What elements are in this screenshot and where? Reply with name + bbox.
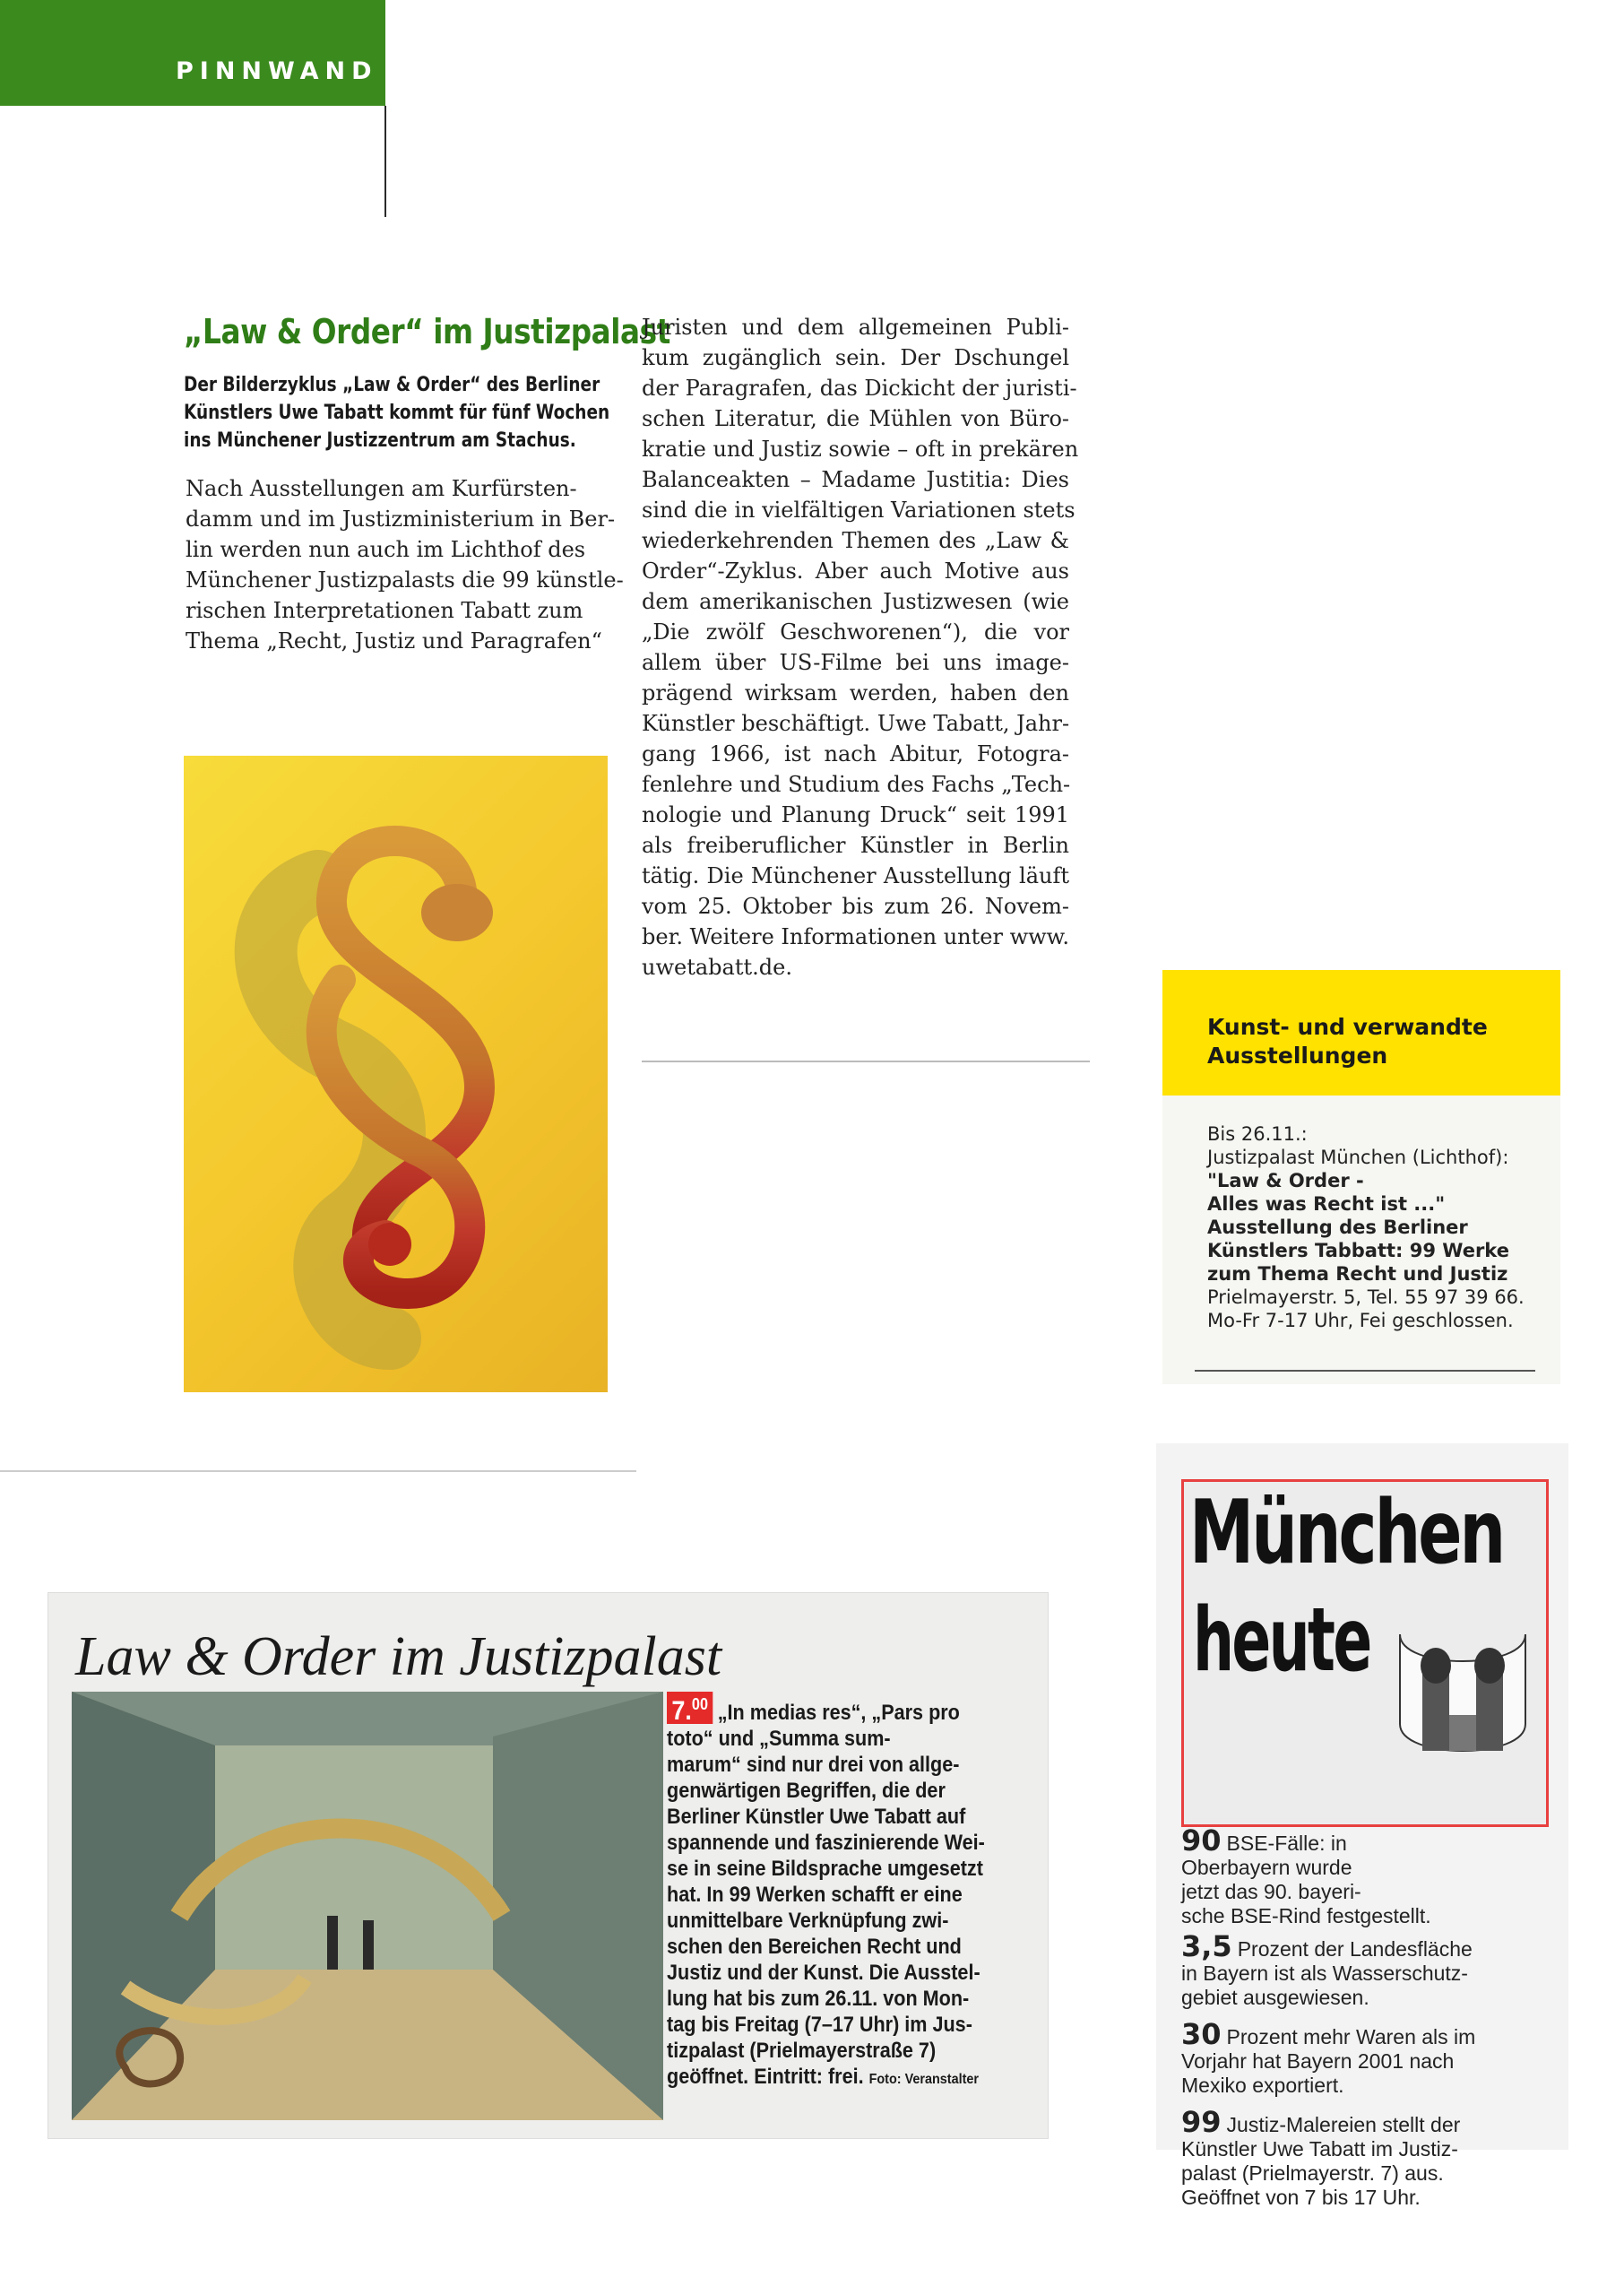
time-badge-hour: 7.: [671, 1696, 692, 1726]
news-item-text: Prozent der Landesfläche: [1237, 1937, 1473, 1961]
section-tab: [0, 0, 385, 106]
article-title: „Law & Order“ im Justizpalast: [184, 312, 670, 351]
body-line: kum zugänglich sein. Der Dschungel: [642, 345, 1069, 370]
news-item-line: [1181, 1929, 1473, 1963]
body-line: lin werden nun auch im Lichthof des: [186, 537, 586, 562]
clipping-last-line: geöffnet. Eintritt: frei.: [667, 2065, 864, 2089]
clipping-first-line: „In medias res“, „Pars pro: [717, 1701, 960, 1725]
clipping-line: [667, 1692, 998, 1726]
body-line: wiederkehrenden Themen des „Law &: [642, 528, 1069, 553]
masthead-title: München: [1189, 1482, 1504, 1584]
listing-line: Mo-Fr 7-17 Uhr, Fei geschlossen.: [1207, 1310, 1514, 1331]
section-divider: [0, 1470, 636, 1472]
paragraph-sign-artwork: [184, 756, 608, 1392]
news-item-number: 3,5: [1181, 1929, 1232, 1963]
listing-line: Prielmayerstr. 5, Tel. 55 97 39 66.: [1207, 1286, 1525, 1308]
news-item: [1181, 1929, 1473, 2010]
clipping-line: hat. In 99 Werken schafft er eine: [667, 1883, 963, 1907]
news-item-line: Oberbayern wurde: [1181, 1856, 1352, 1879]
photo-credit: Foto: Veranstalter: [868, 2072, 980, 2087]
frauenkirche-icon: [1395, 1616, 1530, 1769]
lead-line: Künstlers Uwe Tabatt kommt für fünf Wochen: [184, 402, 610, 424]
listing-line: "Law & Order -: [1207, 1170, 1364, 1191]
news-item-text: Justiz-Malereien stellt der: [1226, 2113, 1461, 2136]
time-badge-minutes: 00: [691, 1695, 708, 1713]
body-line: damm und im Justizministerium in Ber-: [186, 507, 616, 532]
exhibition-listing-clipping: [1162, 970, 1560, 1384]
news-item-number: 99: [1181, 2105, 1222, 2139]
body-line: Nach Ausstellungen am Kurfürsten-: [186, 476, 577, 501]
news-item-line: sche BSE-Rind festgestellt.: [1181, 1904, 1431, 1927]
news-item-line: [1181, 1823, 1431, 1858]
clipping-line: Justiz und der Kunst. Die Ausstel-: [667, 1961, 980, 1985]
listing-heading: [1207, 1013, 1488, 1070]
body-line: uwetabatt.de.: [642, 955, 792, 980]
news-item: [1181, 1823, 1431, 1928]
news-item-line: in Bayern ist als Wasserschutz-: [1181, 1962, 1468, 1985]
news-item-line: [1181, 2105, 1461, 2139]
article-column-2: [642, 312, 1079, 983]
news-item-line: Künstler Uwe Tabatt im Justiz-: [1181, 2137, 1458, 2161]
body-line: der Paragrafen, das Dickicht der juristi-: [642, 376, 1077, 401]
clipping-line: spannende und faszinierende Wei-: [667, 1831, 985, 1855]
article-column-1: [186, 473, 624, 656]
body-line: Künstler beschäftigt. Uwe Tabatt, Jahr-: [642, 711, 1070, 736]
body-line: Balanceakten – Madame Justitia: Dies: [642, 467, 1069, 492]
listing-line: Bis 26.11.:: [1207, 1123, 1308, 1145]
news-item-text: Prozent mehr Waren als im: [1226, 2025, 1476, 2048]
body-line: allem über US-Filme bei uns image-: [642, 650, 1069, 675]
corridor-artwork: [72, 1692, 663, 2120]
clipping-line: tizpalast (Prielmayerstraße 7): [667, 2039, 937, 2063]
lead-line: ins Münchener Justizzentrum am Stachus.: [184, 429, 576, 452]
news-item-line: Geöffnet von 7 bis 17 Uhr.: [1181, 2186, 1421, 2209]
body-line: schen Literatur, die Mühlen von Büro-: [642, 406, 1069, 431]
news-item: [1181, 2017, 1476, 2098]
news-item-line: jetzt das 90. bayeri-: [1181, 1880, 1361, 1903]
clipping-line: unmittelbare Verknüpfung zwi-: [667, 1909, 949, 1933]
listing-line: Ausstellung des Berliner: [1207, 1217, 1468, 1238]
clipping-line: schen den Bereichen Recht und: [667, 1935, 962, 1959]
news-item-number: 90: [1181, 1823, 1222, 1858]
corridor-illustration: [72, 1692, 663, 2120]
section-label: PINNWAND: [176, 57, 378, 85]
clipping-line: Berliner Künstler Uwe Tabatt auf: [667, 1805, 966, 1829]
clipping-line: marum“ sind nur drei von allge-: [667, 1753, 960, 1777]
article-end-rule: [642, 1061, 1090, 1062]
paragraph-sign-illustration: [184, 756, 608, 1392]
time-badge: [667, 1692, 713, 1724]
news-item-line: [1181, 2017, 1476, 2051]
news-item-number: 30: [1181, 2017, 1222, 2051]
section-rule: [384, 106, 386, 217]
body-line: rischen Interpretationen Tabatt zum: [186, 598, 583, 623]
news-item-line: gebiet ausgewiesen.: [1181, 1986, 1369, 2009]
body-line: „Die zwölf Geschworenen“), die vor: [642, 619, 1069, 645]
muenchen-heute-clipping: [1156, 1443, 1568, 2209]
listing-rule: [1195, 1370, 1535, 1372]
article-lead: [184, 371, 610, 455]
body-line: tätig. Die Münchener Ausstellung läuft: [642, 863, 1069, 888]
body-line: vom 25. Oktober bis zum 26. Novem-: [642, 894, 1069, 919]
listing-body: [1207, 1122, 1525, 1332]
body-line: als freiberuflicher Künstler in Berlin: [642, 833, 1069, 858]
clipping-line: [667, 2064, 998, 2092]
listing-heading-line: Kunst- und verwandte: [1207, 1014, 1488, 1040]
listing-line: Justizpalast München (Lichthof):: [1207, 1147, 1509, 1168]
clipping-title: Law & Order im Justizpalast: [75, 1626, 722, 1687]
body-line: dem amerikanischen Justizwesen (wie: [642, 589, 1069, 614]
clipping-line: genwärtigen Begriffen, die der: [667, 1779, 946, 1803]
body-line: Order“-Zyklus. Aber auch Motive aus: [642, 559, 1069, 584]
listing-line: Alles was Recht ist ...": [1207, 1193, 1446, 1215]
clipping-line: se in seine Bildsprache umgesetzt: [667, 1857, 983, 1881]
news-item-text: BSE-Fälle: in: [1226, 1832, 1347, 1855]
news-item-line: Vorjahr hat Bayern 2001 nach: [1181, 2049, 1455, 2073]
masthead-box: [1181, 1479, 1549, 1827]
lead-line: Der Bilderzyklus „Law & Order“ des Berliner: [184, 374, 600, 396]
body-line: sind die in vielfältigen Variationen stets: [642, 498, 1075, 523]
body-line: Thema „Recht, Justiz und Paragrafen“: [186, 628, 602, 654]
news-item: [1181, 2105, 1461, 2210]
body-line: nologie und Planung Druck“ seit 1991: [642, 802, 1069, 827]
clipping-line: toto“ und „Summa sum-: [667, 1727, 891, 1751]
body-line: prägend wirksam werden, haben den: [642, 680, 1069, 706]
body-line: Juristen und dem allgemeinen Publi-: [642, 315, 1069, 340]
body-line: fenlehre und Studium des Fachs „Tech-: [642, 772, 1071, 797]
newspaper-clipping: [48, 1592, 1049, 2139]
news-item-line: Mexiko exportiert.: [1181, 2074, 1344, 2097]
clipping-line: tag bis Freitag (7–17 Uhr) im Jus-: [667, 2013, 972, 2037]
masthead-subtitle: heute: [1193, 1589, 1370, 1692]
body-line: gang 1966, ist nach Abitur, Fotogra-: [642, 741, 1069, 766]
clipping-line: lung hat bis zum 26.11. von Mon-: [667, 1987, 970, 2011]
body-line: ber. Weitere Informationen unter www.: [642, 924, 1069, 949]
clipping-text: [667, 1692, 998, 2092]
body-line: Münchener Justizpalasts die 99 künstle-: [186, 567, 624, 593]
news-item-line: palast (Prielmayerstr. 7) aus.: [1181, 2161, 1444, 2185]
listing-line: Künstlers Tabbatt: 99 Werke: [1207, 1240, 1509, 1261]
listing-heading-line: Ausstellungen: [1207, 1043, 1388, 1069]
body-line: kratie und Justiz sowie – oft in prekären: [642, 437, 1079, 462]
listing-line: zum Thema Recht und Justiz: [1207, 1263, 1508, 1285]
